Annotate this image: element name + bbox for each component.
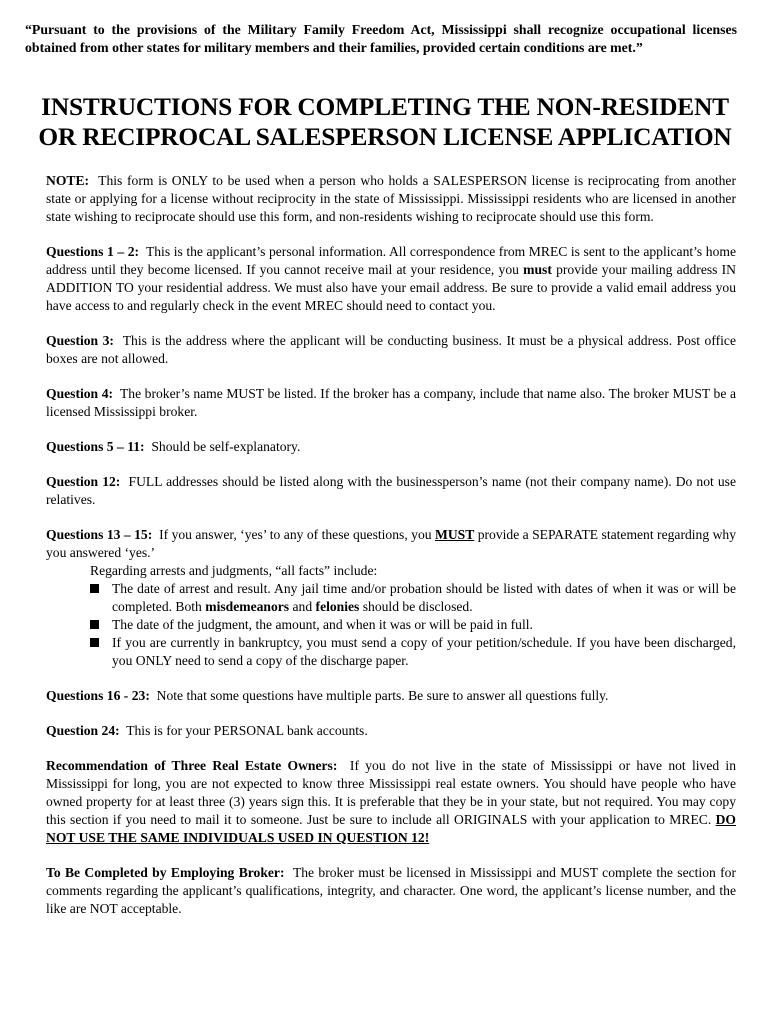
question-3-paragraph [46,332,736,368]
question-3-label: Question 3: [46,333,114,348]
bullet-1-felonies: felonies [315,599,360,614]
bullet-1-and: and [292,599,313,614]
all-facts-list [46,580,736,670]
bullet-1-misdemeanors: misdemeanors [205,599,290,614]
questions-5-11-label: Questions 5 – 11: [46,439,145,454]
list-item [90,634,736,670]
question-4-text: The broker’s name MUST be listed. If the broker has a company, include that name also. The broker MUST be a licensed Mississippi broker. [46,386,737,419]
questions-16-23-paragraph [46,687,736,705]
military-act-quote: “Pursuant to the provisions of the Military Family Freedom Act, Mississippi shall recognize occupational licenses obtained from other states for military members and their families, provided certain conditions are met.” [25,22,737,55]
broker-text: The broker must be licensed in Mississippi and MUST complete the section for comments regarding the applicant’s qualifications, integrity, and character. One word, the applicant’s license number, and the like are NOT acceptable. [46,865,736,916]
square-bullet-icon [90,584,99,593]
questions-13-15-label: Questions 13 – 15: [46,527,153,542]
question-12-label: Question 12: [46,474,121,489]
note-label: NOTE: [46,173,90,188]
question-12-paragraph [46,473,736,509]
question-24-text: This is for your PERSONAL bank accounts. [126,723,368,738]
instructions-body [46,172,736,935]
questions-16-23-label: Questions 16 - 23: [46,688,150,703]
page-title [10,92,760,152]
bullet-1-text-b: should be disclosed. [362,599,473,614]
question-24-label: Question 24: [46,723,120,738]
question-4-paragraph [46,385,736,421]
list-item [90,580,736,616]
questions-1-2-text-a: This is the applicant’s personal information. All correspondence from MREC is sent to the applicant’s home address until they become licensed. If you cannot receive mail at your residence, you [46,244,736,277]
questions-1-2-must: must [523,262,552,277]
question-12-text: FULL addresses should be listed along with the businessperson’s name (not their company name). Do not use relatives. [46,474,737,507]
question-24-paragraph [46,722,736,740]
broker-paragraph [46,864,736,918]
questions-1-2-text-b: provide your mailing address IN ADDITION TO your residential address. We must also have your email address. Be sure to provide a valid email address you have access to and regularly check in the event MREC should need to contact you. [46,262,736,313]
note-text: This form is ONLY to be used when a person who holds a SALESPERSON license is reciprocating from another state or applying for a license without reciprocity in the state of Mississippi. Mississippi residents who are licensed in another state wishing to reciprocate should use this form, and non-residents wishing to reciprocate should use this form. [46,173,736,224]
questions-1-2-colon: : [134,244,140,259]
question-3-text: This is the address where the applicant will be conducting business. It must be a physical address. Post office boxes are not allowed. [46,333,736,366]
title-line-1: INSTRUCTIONS FOR COMPLETING THE NON-RESIDENT [41,93,729,121]
bullet-3-text: If you are currently in bankruptcy, you must send a copy of your petition/schedule. If you have been discharged, you ONLY need to send a copy of the discharge paper. [112,635,736,668]
square-bullet-icon [90,638,99,647]
recommendation-paragraph [46,757,736,847]
questions-13-15-must: MUST [434,527,475,542]
recommendation-text: If you do not live in the state of Mississippi or have not lived in Mississippi for long, you are not expected to know three Mississippi real estate owners. You should have people who have owned property for at least three (3) years sign this. It is preferable that they be in your state, but not required. You may copy this section if you need to mail it to someone. Just be sure to include all ORIGINALS with your application to MREC. [46,758,736,827]
bullet-1-text-a: The date of arrest and result. Any jail time and/or probation should be listed with dates of when it was or will be completed. Both [112,581,736,614]
all-facts-intro: Regarding arrests and judgments, “all facts” include: [90,563,378,578]
questions-5-11-paragraph [46,438,736,456]
questions-5-11-text: Should be self-explanatory. [151,439,301,454]
title-line-2: OR RECIPROCAL SALESPERSON LICENSE APPLICATION [38,123,732,151]
questions-13-15-text-a: If you answer, ‘yes’ to any of these questions, you [159,527,432,542]
recommendation-label: Recommendation of Three Real Estate Owners: [46,758,338,773]
questions-1-2-label: Questions 1 – 2 [46,244,135,259]
question-4-label: Question 4: [46,386,114,401]
questions-1-2-paragraph [46,243,736,315]
list-item [90,616,736,634]
note-paragraph [46,172,736,226]
bullet-2-text: The date of the judgment, the amount, and when it was or will be paid in full. [112,617,533,632]
broker-label: To Be Completed by Employing Broker: [46,865,285,880]
questions-13-15-text-b: provide a SEPARATE statement regarding why you answered ‘yes.’ [46,527,736,560]
questions-13-15-paragraph [46,526,736,562]
recommendation-warning: DO NOT USE THE SAME INDIVIDUALS USED IN QUESTION 12! [46,812,736,845]
questions-16-23-text: Note that some questions have multiple parts. Be sure to answer all questions fully. [156,688,609,703]
square-bullet-icon [90,620,99,629]
